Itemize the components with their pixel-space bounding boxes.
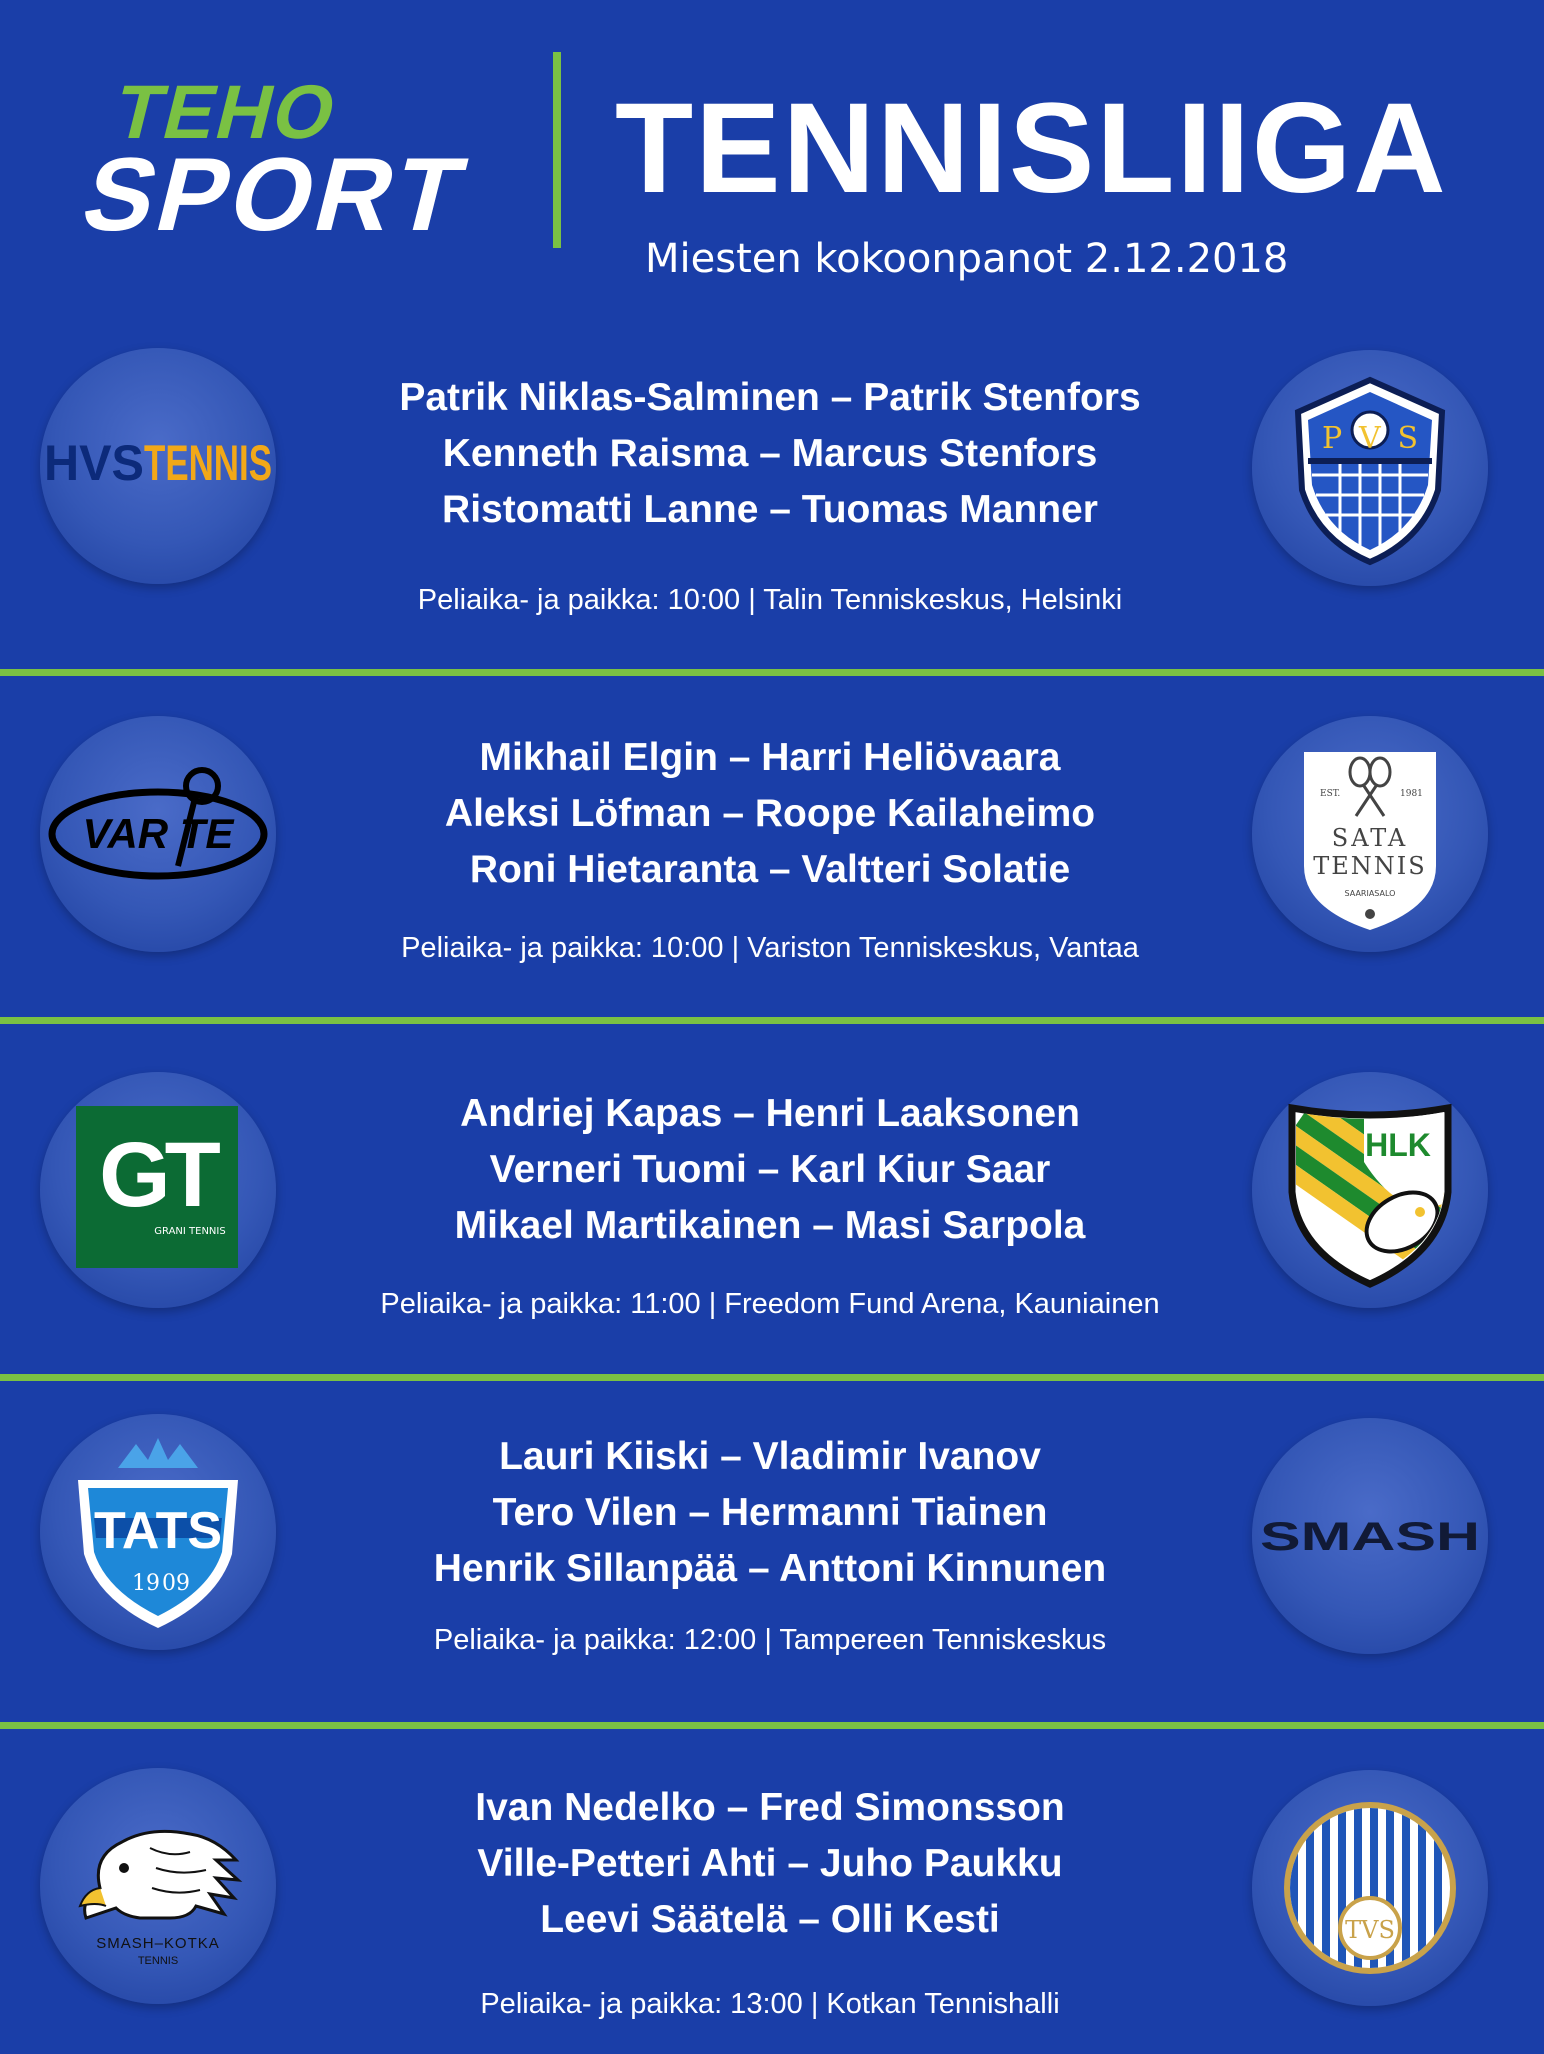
separator bbox=[0, 669, 1544, 676]
smash-logo bbox=[1252, 1418, 1488, 1654]
sata-year: 1981 bbox=[1400, 789, 1423, 799]
pair-row: Verneri Tuomi – Karl Kiur Saar bbox=[489, 1148, 1051, 1191]
grani-tennis-logo bbox=[40, 1072, 276, 1308]
pair-row: Ville-Petteri Ahti – Juho Paukku bbox=[477, 1842, 1063, 1885]
pair-row: Ivan Nedelko – Fred Simonsson bbox=[475, 1786, 1065, 1829]
pair-row: Tero Vilen – Hermanni Tiainen bbox=[492, 1491, 1048, 1534]
separator bbox=[0, 1374, 1544, 1381]
pair-row: Kenneth Raisma – Marcus Stenfors bbox=[442, 432, 1098, 475]
varte-text: VAR TE bbox=[82, 810, 234, 857]
tennis-text: TENNIS bbox=[144, 435, 272, 491]
header bbox=[0, 0, 1544, 320]
pvs-text: PVS bbox=[1322, 421, 1418, 456]
tehosport-logo-graphic bbox=[71, 60, 510, 260]
eagle-logo bbox=[40, 1768, 276, 2004]
pair-row: Mikhail Elgin – Harri Heliövaara bbox=[479, 736, 1061, 779]
hvs-text: HVS bbox=[44, 435, 144, 491]
pair-row: Patrik Niklas-Salminen – Patrik Stenfors bbox=[399, 376, 1141, 419]
hlk-text: HLK bbox=[1365, 1127, 1431, 1163]
pair-row: Andriej Kapas – Henri Laaksonen bbox=[460, 1092, 1080, 1135]
sata-line3: SAARIASALO bbox=[1344, 889, 1396, 898]
tats-text: TATS bbox=[93, 1502, 223, 1560]
pairs-list bbox=[300, 1429, 1240, 1597]
venue-info: Peliaika- ja paikka: 11:00 | Freedom Fund Arena, Kauniainen bbox=[380, 1288, 1160, 1320]
tats-year2: 09 bbox=[162, 1571, 190, 1596]
pairs-list bbox=[300, 1780, 1240, 1948]
pair-row: Lauri Kiiski – Vladimir Ivanov bbox=[499, 1435, 1041, 1478]
pair-row: Mikael Martikainen – Masi Sarpola bbox=[454, 1204, 1086, 1247]
header-divider bbox=[553, 52, 561, 248]
venue-info: Peliaika- ja paikka: 10:00 | Talin Tenniskeskus, Helsinki bbox=[417, 584, 1123, 616]
gt-text: GT bbox=[99, 1124, 215, 1226]
tehosport-logo bbox=[71, 60, 510, 260]
varte-logo bbox=[40, 716, 276, 952]
sata-est: EST. bbox=[1320, 789, 1341, 799]
page-subtitle: Miesten kokoonpanot 2.12.2018 bbox=[645, 236, 1289, 282]
pairs-list bbox=[300, 370, 1240, 538]
venue-info: Peliaika- ja paikka: 10:00 | Variston Tenniskeskus, Vantaa bbox=[401, 932, 1139, 964]
hlk-shield-logo bbox=[1252, 1072, 1488, 1308]
separator bbox=[0, 1017, 1544, 1024]
tats-year1: 19 bbox=[132, 1571, 160, 1596]
hvs-tennis-logo bbox=[40, 348, 276, 584]
tvs-logo bbox=[1252, 1770, 1488, 2006]
pair-row: Leevi Säätelä – Olli Kesti bbox=[540, 1898, 1000, 1941]
pair-row: Ristomatti Lanne – Tuomas Manner bbox=[442, 488, 1098, 531]
tats-shield-logo bbox=[40, 1414, 276, 1650]
venue-info: Peliaika- ja paikka: 12:00 | Tampereen Tenniskeskus bbox=[433, 1624, 1107, 1656]
smash-text: SMASH bbox=[1260, 1515, 1480, 1559]
pair-row: Roni Hietaranta – Valtteri Solatie bbox=[469, 848, 1071, 891]
sata-line1: SATA bbox=[1331, 824, 1409, 852]
pair-row: Aleksi Löfman – Roope Kailaheimo bbox=[444, 792, 1096, 835]
sata-tennis-logo bbox=[1252, 716, 1488, 952]
pairs-list bbox=[300, 730, 1240, 898]
brand-line1: TEHO bbox=[106, 70, 347, 155]
pair-row: Henrik Sillanpää – Anttoni Kinnunen bbox=[433, 1547, 1107, 1590]
pvs-shield-logo bbox=[1252, 350, 1488, 586]
eagle-text1: SMASH–KOTKA bbox=[96, 1935, 220, 1952]
tvs-text: TVS bbox=[1345, 1916, 1395, 1944]
sata-line2: TENNIS bbox=[1313, 852, 1427, 880]
brand-line2: SPORT bbox=[71, 136, 480, 253]
eagle-text2: TENNIS bbox=[137, 1955, 179, 1967]
separator bbox=[0, 1722, 1544, 1729]
venue-info: Peliaika- ja paikka: 13:00 | Kotkan Tennishalli bbox=[480, 1988, 1060, 2020]
page-title: TENNISLIIGA bbox=[615, 77, 1448, 220]
grani-text: GRANI TENNIS bbox=[154, 1226, 226, 1237]
pairs-list bbox=[300, 1086, 1240, 1254]
